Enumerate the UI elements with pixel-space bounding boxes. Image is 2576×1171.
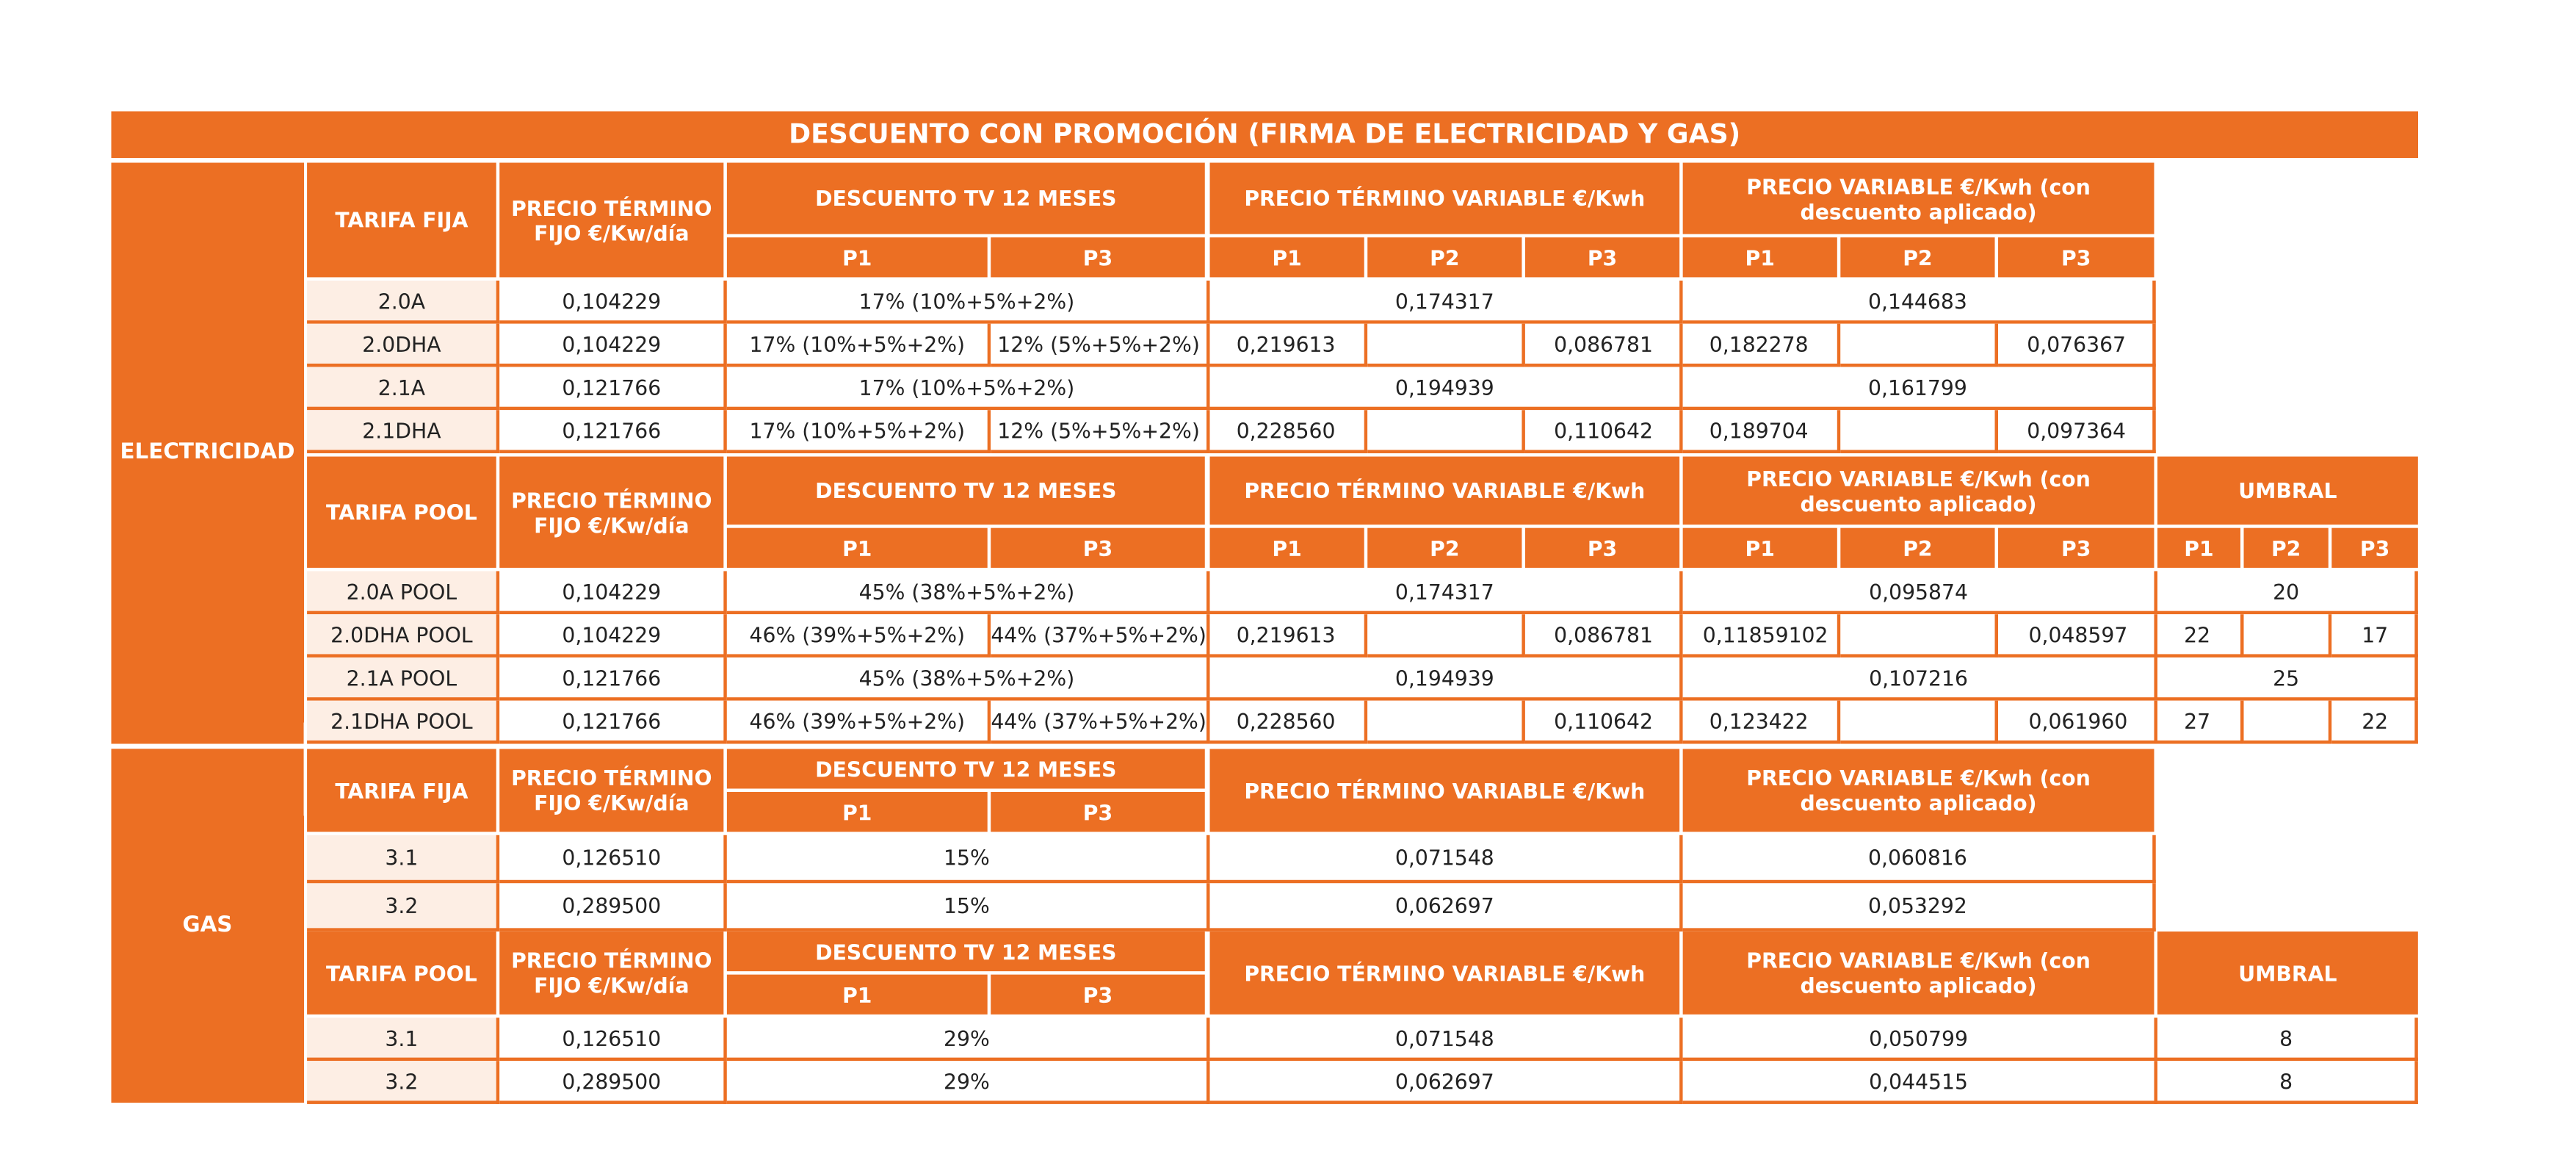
precio-variable-desc-p3-cell: 0,061960 [1998, 701, 2157, 744]
tarifa-label: 2.1A POOL [307, 657, 499, 701]
precio-fijo-cell: 0,104229 [499, 324, 727, 367]
header-descuento-tv: DESCUENTO TV 12 MESES [727, 932, 1205, 971]
precio-fijo-cell: 0,121766 [499, 367, 727, 410]
precio-variable-cell: 0,194939 [1210, 657, 1683, 701]
precio-variable-p3-cell: 0,110642 [1525, 701, 1683, 744]
precio-variable-desc-p3-cell: 0,097364 [1998, 410, 2156, 453]
precio-variable-cell: 0,194939 [1210, 367, 1683, 410]
header-p3: P3 [1525, 237, 1679, 277]
descuento-cell: 15% [727, 835, 1210, 884]
precio-variable-p1-cell: 0,219613 [1210, 324, 1368, 367]
precio-variable-cell: 0,062697 [1210, 883, 1683, 932]
precio-variable-p2-cell [1367, 410, 1525, 453]
header-p3: P3 [1998, 528, 2154, 568]
umbral-p2-cell [2244, 701, 2332, 744]
umbral-p2-cell [2244, 614, 2332, 657]
header-umbral-p3: P3 [2331, 528, 2418, 568]
section-electricidad: ELECTRICIDAD [111, 162, 303, 743]
header-p1: P1 [1210, 528, 1364, 568]
descuento-cell: 45% (38%+5%+2%) [727, 657, 1210, 701]
descuento-p1-cell: 17% (10%+5%+2%) [727, 324, 991, 367]
descuento-cell: 29% [727, 1061, 1210, 1104]
header-umbral-p2: P2 [2244, 528, 2329, 568]
descuento-p3-cell: 44% (37%+5%+2%) [991, 614, 1209, 657]
precio-variable-desc-p2-cell [1840, 324, 1998, 367]
precio-variable-desc-p2-cell [1840, 701, 1998, 744]
precio-variable-desc-p1-cell: 0,189704 [1683, 410, 1841, 453]
precio-fijo-cell: 0,126510 [499, 835, 727, 884]
header-p1: P1 [1683, 237, 1837, 277]
descuento-cell: 29% [727, 1017, 1210, 1061]
precio-variable-desc-p3-cell: 0,076367 [1998, 324, 2156, 367]
header-descuento-tv: DESCUENTO TV 12 MESES [727, 457, 1205, 525]
precio-variable-p3-cell: 0,086781 [1525, 324, 1683, 367]
precio-variable-desc-cell: 0,095874 [1683, 571, 2157, 614]
tarifa-label: 2.0DHA POOL [307, 614, 499, 657]
descuento-p1-cell: 17% (10%+5%+2%) [727, 410, 991, 453]
umbral-p3-cell: 17 [2331, 614, 2418, 657]
header-p3: P3 [991, 792, 1205, 832]
header-p3: P3 [1525, 528, 1679, 568]
header-precio-variable: PRECIO TÉRMINO VARIABLE €/Kwh [1210, 932, 1680, 1015]
header-precio-variable: PRECIO TÉRMINO VARIABLE €/Kwh [1210, 749, 1680, 832]
precio-variable-cell: 0,062697 [1210, 1061, 1683, 1104]
tarifa-label: 3.2 [307, 883, 499, 932]
precio-variable-desc-cell: 0,060816 [1683, 835, 2156, 884]
precio-variable-desc-p1-cell: 0,11859102 [1683, 614, 1841, 657]
precio-variable-desc-p2-cell [1840, 410, 1998, 453]
precio-variable-p2-cell [1367, 614, 1525, 657]
header-p1: P1 [1683, 528, 1837, 568]
header-umbral: UMBRAL [2157, 457, 2418, 525]
header-precio-variable: PRECIO TÉRMINO VARIABLE €/Kwh [1210, 162, 1680, 234]
header-precio-variable-desc: PRECIO VARIABLE €/Kwh (con descuento aplicado) [1683, 932, 2154, 1015]
header-descuento-tv: DESCUENTO TV 12 MESES [727, 162, 1205, 234]
section-gas: GAS [111, 749, 303, 1102]
tarifa-label: 2.1DHA [307, 410, 499, 453]
header-p3: P3 [991, 975, 1205, 1015]
header-p1: P1 [727, 237, 988, 277]
header-p1: P1 [727, 975, 988, 1015]
tarifa-label: 3.1 [307, 835, 499, 884]
precio-variable-desc-p1-cell: 0,123422 [1683, 701, 1841, 744]
header-p2: P2 [1840, 528, 1994, 568]
precio-variable-p1-cell: 0,219613 [1210, 614, 1368, 657]
header-precio-fijo: PRECIO TÉRMINO FIJO €/Kw/día [499, 749, 723, 832]
tarifa-label: 2.0DHA [307, 324, 499, 367]
header-p3: P3 [991, 528, 1205, 568]
precio-variable-cell: 0,174317 [1210, 571, 1683, 614]
precio-fijo-cell: 0,126510 [499, 1017, 727, 1061]
precio-fijo-cell: 0,104229 [499, 614, 727, 657]
umbral-p1-cell: 27 [2157, 701, 2244, 744]
precio-fijo-cell: 0,104229 [499, 281, 727, 324]
precio-variable-p1-cell: 0,228560 [1210, 410, 1368, 453]
header-precio-variable: PRECIO TÉRMINO VARIABLE €/Kwh [1210, 457, 1680, 525]
precio-variable-desc-p1-cell: 0,182278 [1683, 324, 1841, 367]
precio-variable-desc-p2-cell [1840, 614, 1998, 657]
precio-variable-p3-cell: 0,086781 [1525, 614, 1683, 657]
precio-fijo-cell: 0,289500 [499, 1061, 727, 1104]
precio-fijo-cell: 0,289500 [499, 883, 727, 932]
precio-fijo-cell: 0,121766 [499, 701, 727, 744]
tarifa-label: 2.1DHA POOL [307, 701, 499, 744]
header-p3: P3 [1998, 237, 2154, 277]
precio-variable-p1-cell: 0,228560 [1210, 701, 1368, 744]
tarifa-label: 2.1A [307, 367, 499, 410]
header-umbral-p1: P1 [2157, 528, 2240, 568]
header-p1: P1 [727, 792, 988, 832]
descuento-cell: 17% (10%+5%+2%) [727, 281, 1210, 324]
header-precio-fijo: PRECIO TÉRMINO FIJO €/Kw/día [499, 162, 723, 277]
header-umbral: UMBRAL [2157, 932, 2418, 1015]
header-tarifa-fija: TARIFA FIJA [307, 749, 496, 832]
descuento-p1-cell: 46% (39%+5%+2%) [727, 701, 991, 744]
header-tarifa-pool: TARIFA POOL [307, 457, 496, 568]
precio-variable-desc-p3-cell: 0,048597 [1998, 614, 2157, 657]
header-precio-variable-desc: PRECIO VARIABLE €/Kwh (con descuento aplicado) [1683, 457, 2154, 525]
header-precio-variable-desc: PRECIO VARIABLE €/Kwh (con descuento aplicado) [1683, 749, 2154, 832]
precio-fijo-cell: 0,104229 [499, 571, 727, 614]
precio-fijo-cell: 0,121766 [499, 657, 727, 701]
header-descuento-tv: DESCUENTO TV 12 MESES [727, 749, 1205, 788]
precio-variable-desc-cell: 0,050799 [1683, 1017, 2157, 1061]
precio-variable-p2-cell [1367, 701, 1525, 744]
header-p1: P1 [1210, 237, 1364, 277]
descuento-cell: 15% [727, 883, 1210, 932]
umbral-cell: 8 [2157, 1061, 2418, 1104]
umbral-cell: 8 [2157, 1017, 2418, 1061]
descuento-p3-cell: 12% (5%+5%+2%) [991, 324, 1209, 367]
table-title: DESCUENTO CON PROMOCIÓN (FIRMA DE ELECTRICIDAD Y GAS) [111, 111, 2417, 157]
descuento-cell: 17% (10%+5%+2%) [727, 367, 1210, 410]
precio-variable-desc-cell: 0,107216 [1683, 657, 2157, 701]
header-precio-fijo: PRECIO TÉRMINO FIJO €/Kw/día [499, 932, 723, 1015]
precio-variable-cell: 0,174317 [1210, 281, 1683, 324]
umbral-p3-cell: 22 [2331, 701, 2418, 744]
precio-fijo-cell: 0,121766 [499, 410, 727, 453]
header-tarifa-fija: TARIFA FIJA [307, 162, 496, 277]
header-tarifa-pool: TARIFA POOL [307, 932, 496, 1015]
precio-variable-desc-cell: 0,053292 [1683, 883, 2156, 932]
header-p2: P2 [1840, 237, 1994, 277]
precio-variable-p2-cell [1367, 324, 1525, 367]
tarifa-label: 3.2 [307, 1061, 499, 1104]
precio-variable-desc-cell: 0,161799 [1683, 367, 2156, 410]
descuento-p3-cell: 12% (5%+5%+2%) [991, 410, 1209, 453]
descuento-p3-cell: 44% (37%+5%+2%) [991, 701, 1209, 744]
header-precio-fijo: PRECIO TÉRMINO FIJO €/Kw/día [499, 457, 723, 568]
tarifa-label: 2.0A POOL [307, 571, 499, 614]
descuento-cell: 45% (38%+5%+2%) [727, 571, 1210, 614]
tarifa-label: 3.1 [307, 1017, 499, 1061]
header-p3: P3 [991, 237, 1205, 277]
header-p1: P1 [727, 528, 988, 568]
precio-variable-cell: 0,071548 [1210, 1017, 1683, 1061]
umbral-p1-cell: 22 [2157, 614, 2244, 657]
header-p2: P2 [1367, 528, 1522, 568]
precio-variable-cell: 0,071548 [1210, 835, 1683, 884]
umbral-cell: 25 [2157, 657, 2418, 701]
header-p2: P2 [1367, 237, 1522, 277]
header-precio-variable-desc: PRECIO VARIABLE €/Kwh (con descuento aplicado) [1683, 162, 2154, 234]
precio-variable-desc-cell: 0,144683 [1683, 281, 2156, 324]
precio-variable-p3-cell: 0,110642 [1525, 410, 1683, 453]
tarifa-label: 2.0A [307, 281, 499, 324]
descuento-p1-cell: 46% (39%+5%+2%) [727, 614, 991, 657]
umbral-cell: 20 [2157, 571, 2418, 614]
precio-variable-desc-cell: 0,044515 [1683, 1061, 2157, 1104]
